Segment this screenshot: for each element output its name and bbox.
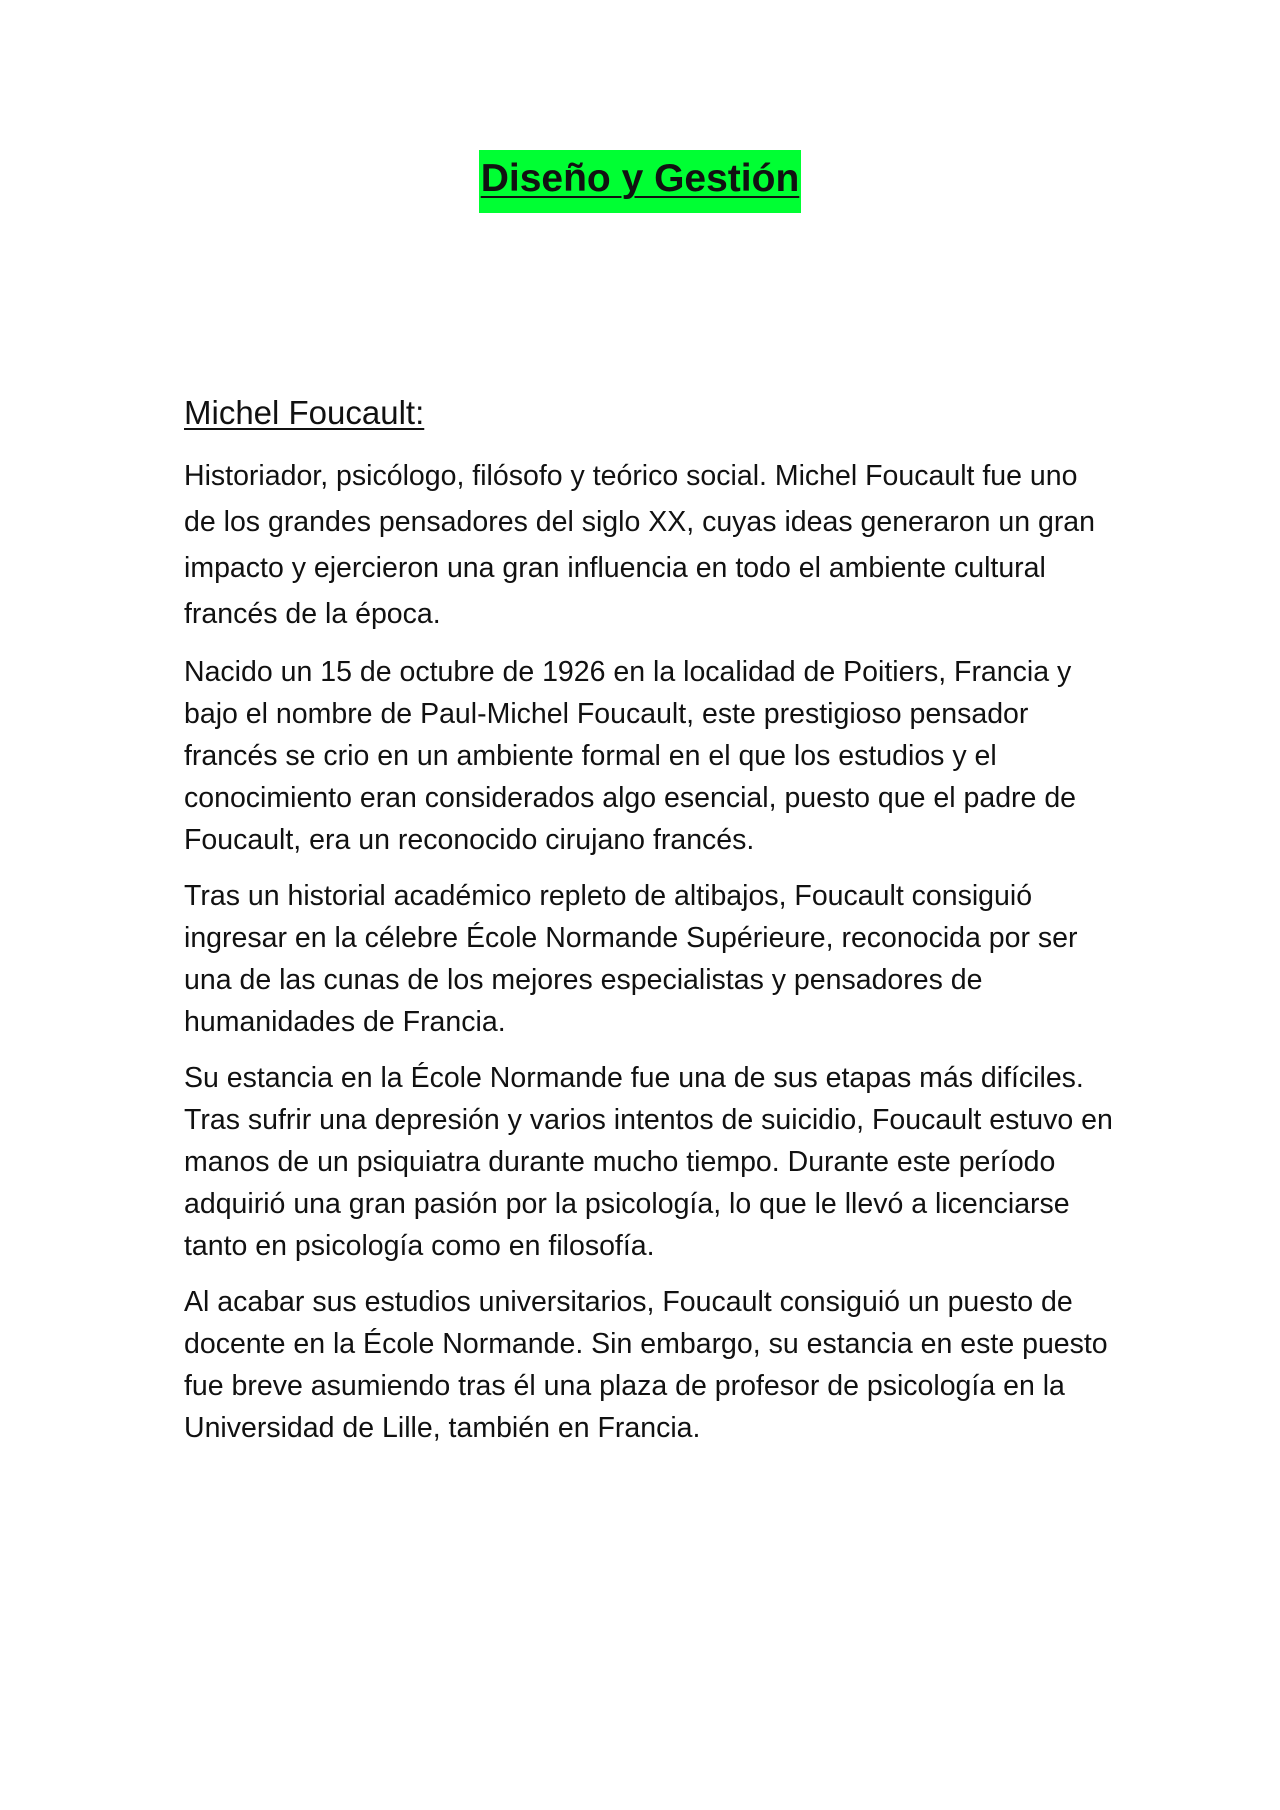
- paragraph-intro: Historiador, psicólogo, filósofo y teórico social. Michel Foucault fue uno de los grandes pensadores del siglo XX, cuyas ideas generaron un gran impacto y ejercieron una gran influencia en todo el ambiente cultural francés de la época.: [184, 459, 1096, 630]
- document-body: [184, 392, 1114, 1463]
- paragraph-education: Tras un historial académico repleto de altibajos, Foucault consiguió ingresar en la célebre École Normande Supérieure, reconocida por ser una de las cunas de los mejores especialistas y pensadores de humanidades de Francia.: [184, 879, 1078, 1038]
- paragraph-difficulties: Su estancia en la École Normande fue una de sus etapas más difíciles. Tras sufrir una depresión y varios intentos de suicidio, Foucault estuvo en manos de un psiquiatra durante mucho tiempo. Durante este período adquirió una gran pasión por la psicología, lo que le llevó a licenciarse tanto en psicología como en filosofía.: [184, 1061, 1113, 1262]
- section-heading: Michel Foucault:: [184, 394, 425, 431]
- page-title: Diseño y Gestión: [479, 150, 802, 213]
- paragraph-career: Al acabar sus estudios universitarios, Foucault consiguió un puesto de docente en la École Normande. Sin embargo, su estancia en este puesto fue breve asumiendo tras él una plaza de profesor de psicología en la Universidad de Lille, también en Francia.: [184, 1285, 1108, 1444]
- paragraph-birth: Nacido un 15 de octubre de 1926 en la localidad de Poitiers, Francia y bajo el nombre de Paul-Michel Foucault, este prestigioso pensador francés se crio en un ambiente formal en el que los estudios y el conocimiento eran considerados algo esencial, puesto que el padre de Foucault, era un reconocido cirujano francés.: [184, 655, 1077, 856]
- title-container: [0, 150, 1280, 213]
